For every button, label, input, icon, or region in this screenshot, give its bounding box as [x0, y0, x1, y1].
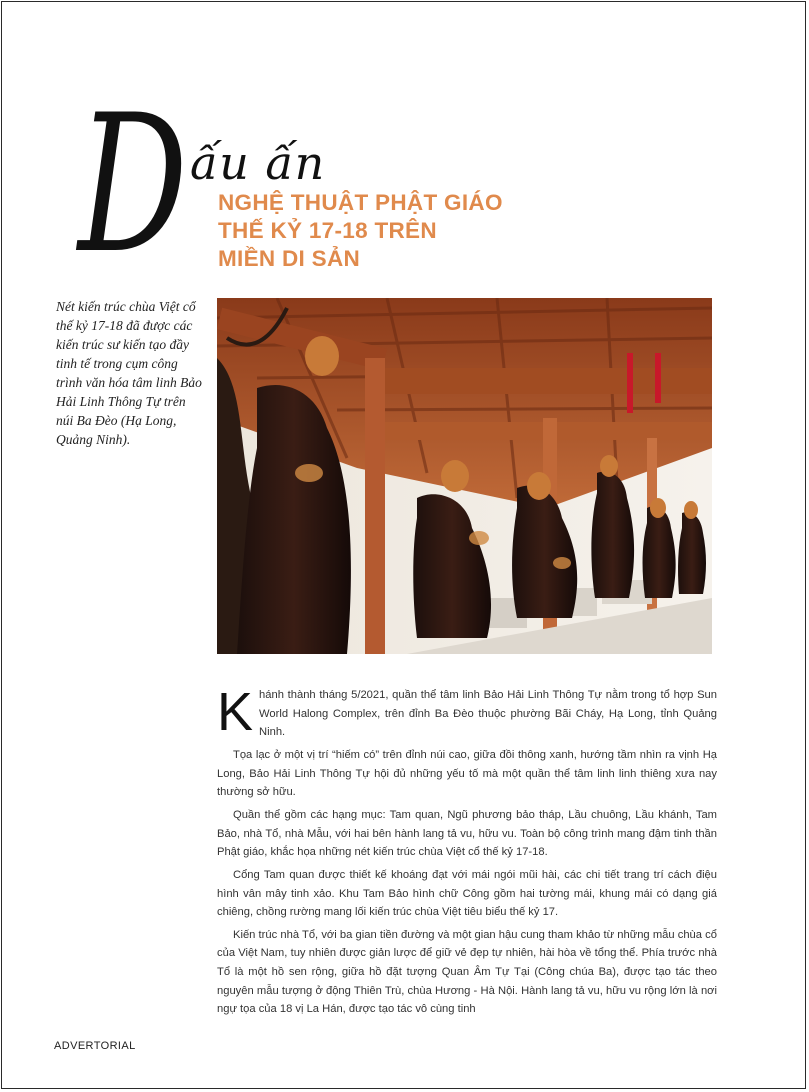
headline-line-3: MIỀN DI SẢN — [218, 246, 361, 271]
headline-line-1: NGHỆ THUẬT PHẬT GIÁO — [218, 190, 503, 215]
article-headline — [218, 189, 638, 273]
title-script-word: ấu ấn — [190, 136, 326, 190]
paragraph-1 — [217, 682, 717, 742]
paragraph-4: Cổng Tam quan được thiết kế khoáng đạt với mái ngói mũi hài, các chi tiết trang trí cách điệu hình vân mây tinh xảo. Khu Tam Bảo hình chữ Công gồm hai tường mái, khung mái có dạng giá chiêng, chồng rường mang lối kiến trúc chùa Việt tiêu biểu thế kỷ 17. — [217, 868, 717, 919]
paragraph-3: Quần thể gồm các hạng mục: Tam quan, Ngũ phương bảo tháp, Lầu chuông, Lầu khánh, Tam Bảo, nhà Tổ, nhà Mẫu, với hai bên hành lang tả vu, hữu vu. Toàn bộ công trình mang đậm tinh thần Phật giáo, khắc họa những nét kiến trúc chùa Việt cổ thế kỷ 17-18. — [217, 808, 717, 859]
title-script-initial: D — [78, 74, 184, 295]
article-body — [217, 682, 717, 1023]
photo-caption: Nét kiến trúc chùa Việt cổ thế kỷ 17-18 đã được các kiến trúc sư kiến tạo đầy tinh tế trong cụm công trình văn hóa tâm linh Bảo Hải Linh Thông Tự trên núi Ba Đèo (Hạ Long, Quảng Ninh). — [56, 299, 202, 447]
headline-line-2: THẾ KỶ 17-18 TRÊN — [218, 218, 437, 243]
temple-photo — [217, 298, 712, 654]
paragraph-2: Tọa lạc ở một vị trí “hiếm có” trên đỉnh núi cao, giữa đồi thông xanh, hướng tầm nhìn ra vịnh Hạ Long, Bảo Hải Linh Thông Tự hội đủ những yếu tố mà một quần thể tâm linh linh thiêng xưa nay thường sở hữu. — [217, 748, 717, 799]
section-label: ADVERTORIAL — [54, 1040, 136, 1052]
paragraph-1-text: hánh thành tháng 5/2021, quần thể tâm linh Bảo Hải Linh Thông Tự nằm trong tổ hợp Sun World Halong Complex, trên đỉnh Ba Đèo thuộc phường Bãi Cháy, Hạ Long, tỉnh Quảng Ninh. — [259, 689, 717, 739]
paragraph-5: Kiến trúc nhà Tổ, với ba gian tiền đường và một gian hậu cung tham khảo từ những mẫu chùa cổ của Việt Nam, tuy nhiên được giản lược để giữ vẻ đẹp tự nhiên, hài hòa về tổng thể. Phía trước nhà Tổ là một hồ sen rộng, giữa hồ đặt tượng Quan Âm Tự Tại (Công chúa Ba), được tạo tác theo nguyên mẫu tượng ở động Thiên Trù, chùa Hương - Hà Nội. Hành lang tả vu, hữu vu rộng lớn là nơi ngự tọa của 18 vị La Hán, được tạo tác vô cùng tinh — [217, 928, 717, 1016]
drop-cap: K — [217, 682, 254, 742]
